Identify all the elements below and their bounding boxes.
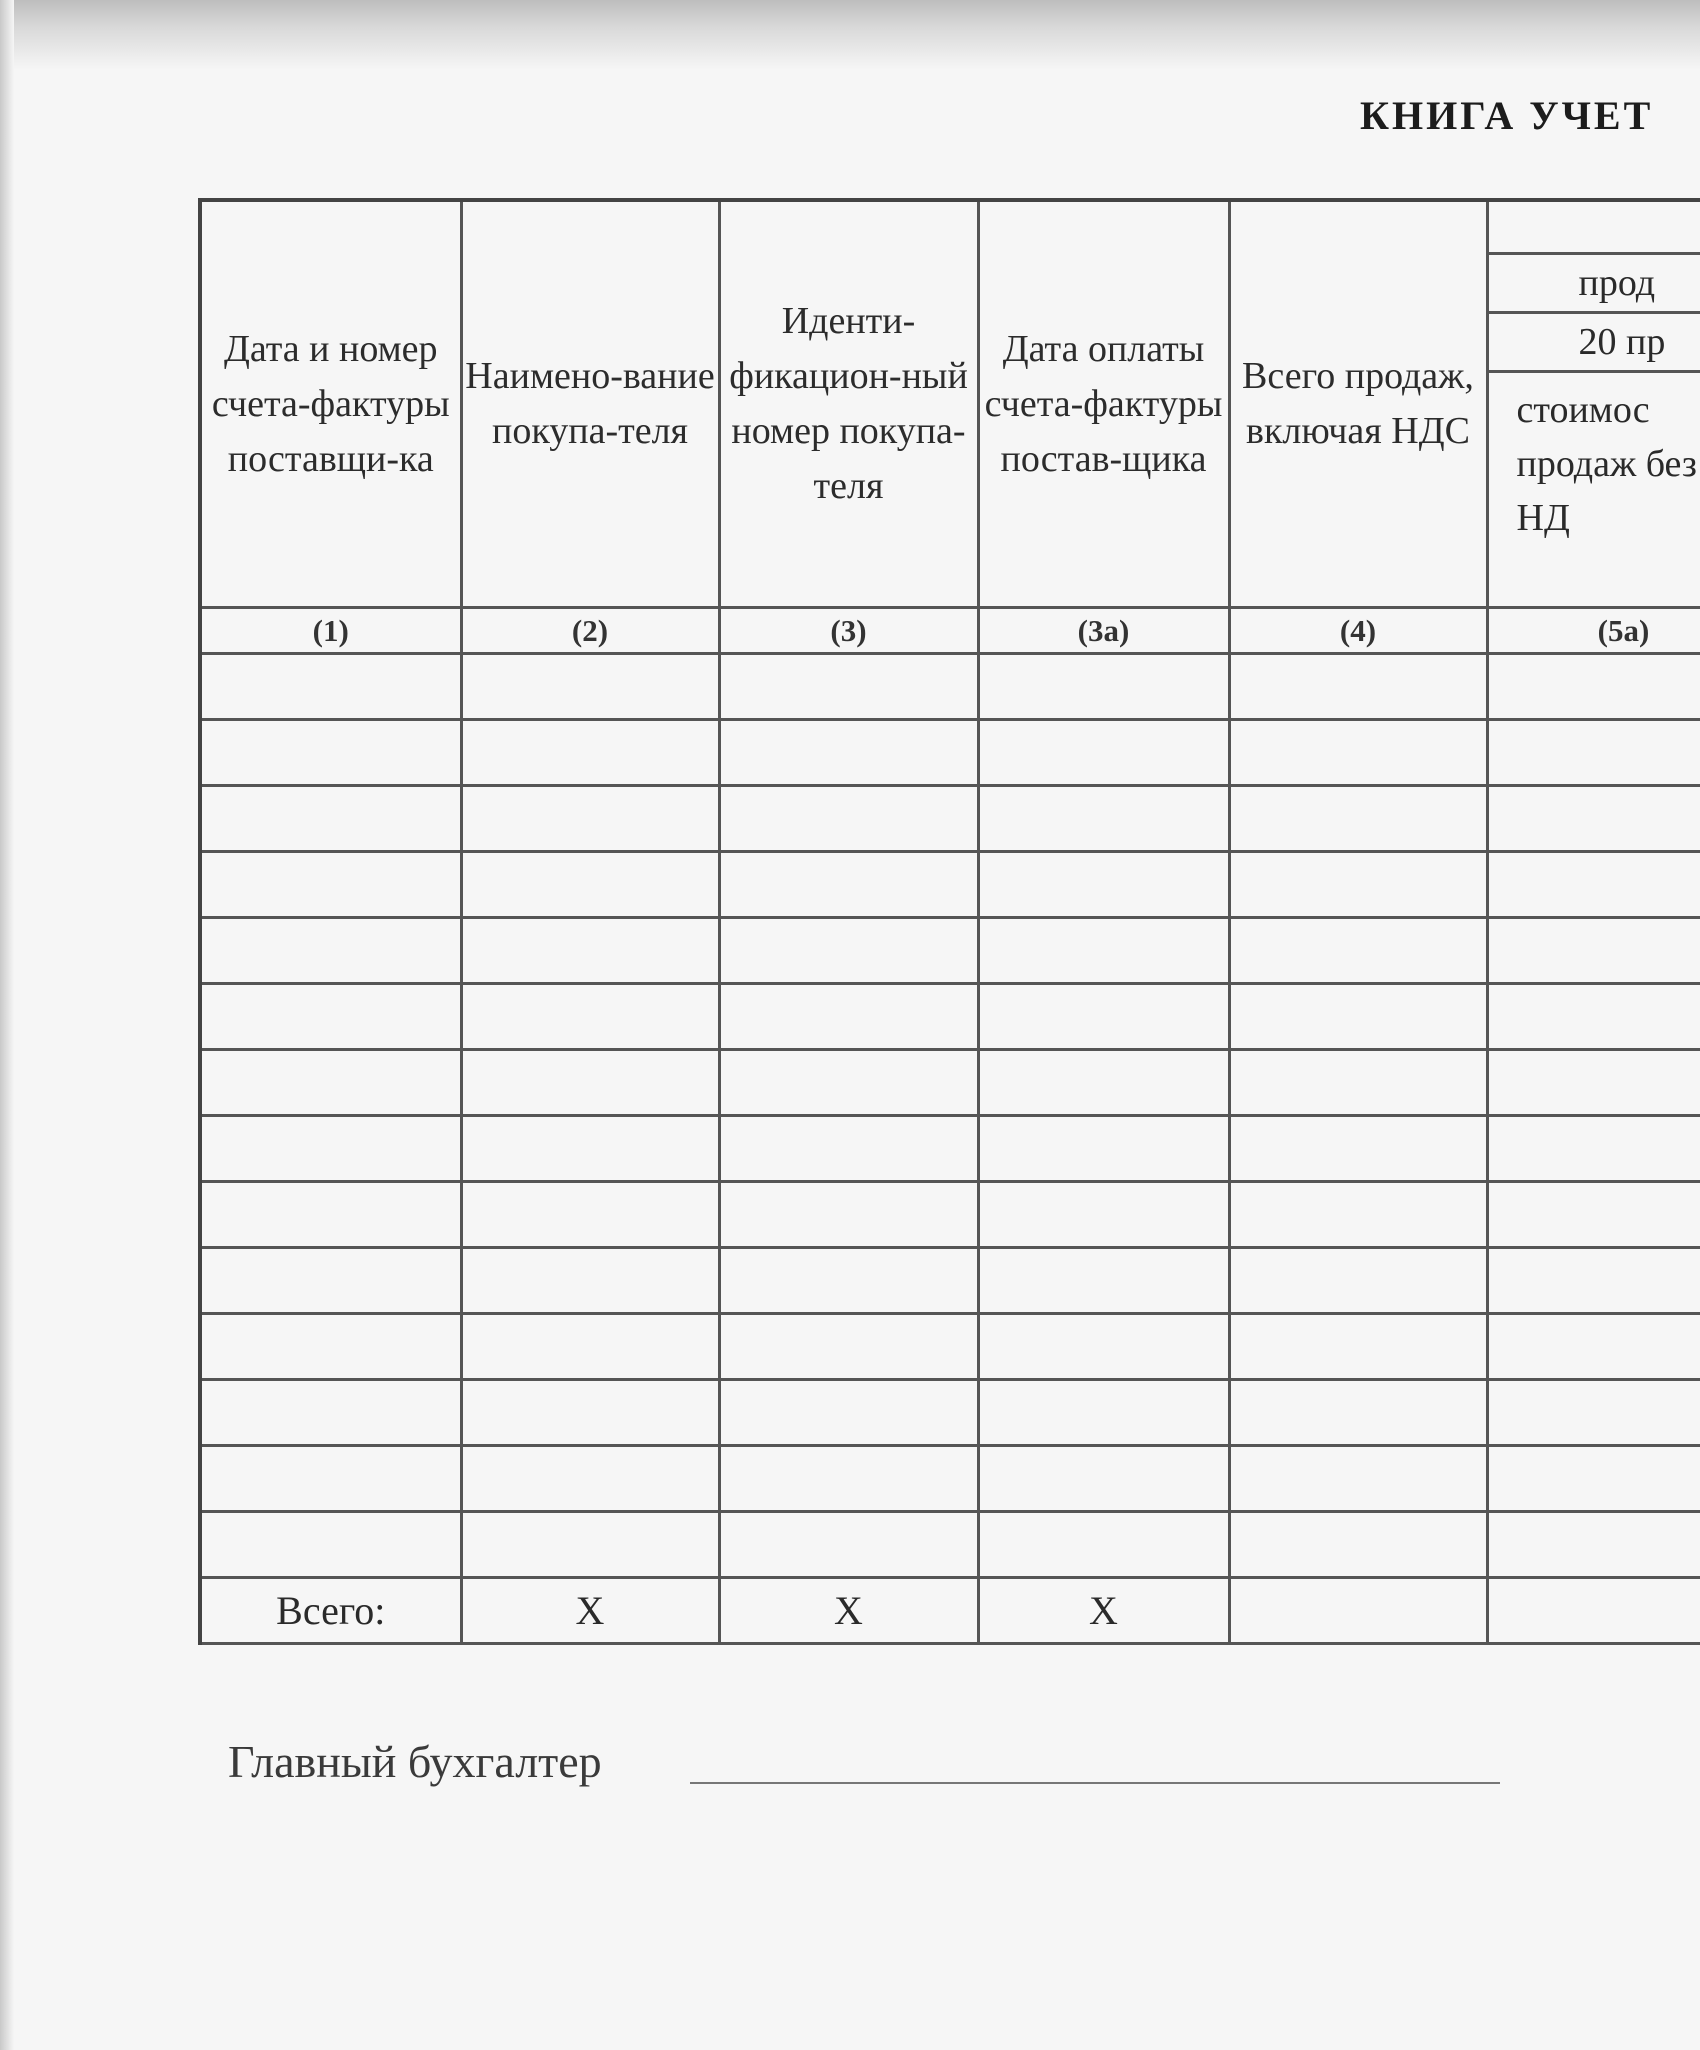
table-row	[200, 1248, 1700, 1314]
total-label: Всего:	[200, 1578, 461, 1644]
table-cell[interactable]	[461, 852, 719, 918]
table-cell[interactable]	[978, 654, 1229, 720]
total-cell	[1229, 1578, 1487, 1644]
table-cell[interactable]	[1487, 1248, 1700, 1314]
table-cell[interactable]	[1487, 852, 1700, 918]
table-cell[interactable]	[1487, 720, 1700, 786]
table-cell[interactable]	[200, 1050, 461, 1116]
table-cell[interactable]	[719, 918, 978, 984]
table-cell[interactable]	[719, 1314, 978, 1380]
table-cell[interactable]	[1229, 654, 1487, 720]
table-cell[interactable]	[978, 786, 1229, 852]
table-cell[interactable]	[200, 1182, 461, 1248]
table-cell[interactable]	[978, 852, 1229, 918]
table-row	[200, 786, 1700, 852]
table-cell[interactable]	[461, 1050, 719, 1116]
table-cell[interactable]	[461, 1446, 719, 1512]
table-cell[interactable]	[1229, 984, 1487, 1050]
table-cell[interactable]	[978, 1050, 1229, 1116]
table-cell[interactable]	[719, 1116, 978, 1182]
table-row	[200, 1182, 1700, 1248]
table-cell[interactable]	[719, 654, 978, 720]
table-cell[interactable]	[719, 1512, 978, 1578]
table-row	[200, 984, 1700, 1050]
column-number-row	[200, 608, 1700, 654]
table-cell[interactable]	[1487, 654, 1700, 720]
table-cell[interactable]	[1487, 1116, 1700, 1182]
table-cell[interactable]	[461, 786, 719, 852]
table-cell[interactable]	[719, 1182, 978, 1248]
table-cell[interactable]	[461, 1512, 719, 1578]
table-cell[interactable]	[200, 1314, 461, 1380]
table-cell[interactable]	[1229, 852, 1487, 918]
table-cell[interactable]	[719, 1446, 978, 1512]
table-cell[interactable]	[461, 1314, 719, 1380]
table-cell[interactable]	[1229, 1248, 1487, 1314]
table-cell[interactable]	[719, 720, 978, 786]
table-cell[interactable]	[200, 720, 461, 786]
table-cell[interactable]	[200, 984, 461, 1050]
group-header-sub: стоимос продаж без НД	[1516, 389, 1697, 539]
table-row	[200, 918, 1700, 984]
table-cell[interactable]	[719, 1050, 978, 1116]
table-cell[interactable]	[1229, 1314, 1487, 1380]
total-cell	[1487, 1578, 1700, 1644]
table-cell[interactable]	[461, 1380, 719, 1446]
column-number: (4)	[1229, 608, 1487, 654]
table-cell[interactable]	[461, 1182, 719, 1248]
table-cell[interactable]	[978, 1182, 1229, 1248]
table-cell[interactable]	[1487, 984, 1700, 1050]
table-cell[interactable]	[461, 654, 719, 720]
header-cell: Иденти-фикацион-ный номер покупа-теля	[719, 200, 978, 608]
column-number: (3а)	[978, 608, 1229, 654]
chief-accountant-label: Главный бухгалтер	[228, 1736, 602, 1787]
table-cell[interactable]	[978, 918, 1229, 984]
table-cell[interactable]	[978, 1512, 1229, 1578]
total-row	[200, 1578, 1700, 1644]
table-cell[interactable]	[461, 984, 719, 1050]
table-row	[200, 720, 1700, 786]
table-cell[interactable]	[978, 720, 1229, 786]
table-cell[interactable]	[1487, 1446, 1700, 1512]
table-cell[interactable]	[200, 1446, 461, 1512]
table-cell[interactable]	[1229, 1446, 1487, 1512]
table-cell[interactable]	[200, 786, 461, 852]
table-cell[interactable]	[200, 1116, 461, 1182]
table-cell[interactable]	[978, 1116, 1229, 1182]
table-cell[interactable]	[461, 1248, 719, 1314]
table-cell[interactable]	[1229, 1380, 1487, 1446]
table-cell[interactable]	[978, 1380, 1229, 1446]
table-row	[200, 1116, 1700, 1182]
table-cell[interactable]	[719, 1380, 978, 1446]
table-row	[200, 1050, 1700, 1116]
table-cell[interactable]	[978, 984, 1229, 1050]
table-cell[interactable]	[1487, 786, 1700, 852]
table-cell[interactable]	[200, 1248, 461, 1314]
table-cell[interactable]	[461, 918, 719, 984]
table-row	[200, 1380, 1700, 1446]
table-cell[interactable]	[1229, 1116, 1487, 1182]
table-cell[interactable]	[461, 720, 719, 786]
group-header-cell	[1487, 200, 1700, 608]
table-row	[200, 654, 1700, 720]
signature-line[interactable]	[690, 1782, 1500, 1784]
table-cell[interactable]	[719, 852, 978, 918]
header-row	[200, 200, 1700, 608]
total-cell: Х	[461, 1578, 719, 1644]
table-cell[interactable]	[1487, 1380, 1700, 1446]
ledger-table	[198, 198, 1700, 1645]
column-number: (1)	[200, 608, 461, 654]
table-cell[interactable]	[1487, 1182, 1700, 1248]
table-row	[200, 852, 1700, 918]
table-cell[interactable]	[1229, 918, 1487, 984]
table-cell[interactable]	[200, 918, 461, 984]
table-cell[interactable]	[1229, 1050, 1487, 1116]
table-row	[200, 1446, 1700, 1512]
ledger-sheet	[198, 198, 1700, 1668]
page-left-shadow	[0, 0, 14, 2050]
column-number: (5а)	[1487, 608, 1700, 654]
column-number: (2)	[461, 608, 719, 654]
page-top-shadow	[0, 0, 1700, 70]
table-cell[interactable]	[978, 1314, 1229, 1380]
table-cell[interactable]	[1229, 1512, 1487, 1578]
header-cell: Дата оплаты счета-фактуры постав-щика	[978, 200, 1229, 608]
table-cell[interactable]	[200, 654, 461, 720]
column-number: (3)	[719, 608, 978, 654]
total-cell: Х	[978, 1578, 1229, 1644]
table-cell[interactable]	[1487, 918, 1700, 984]
table-cell[interactable]	[1487, 1050, 1700, 1116]
table-cell[interactable]	[461, 1116, 719, 1182]
group-header-blank	[1489, 202, 1700, 255]
table-cell[interactable]	[719, 786, 978, 852]
table-cell[interactable]	[200, 852, 461, 918]
table-cell[interactable]	[719, 984, 978, 1050]
header-cell: Дата и номер счета-фактуры поставщи-ка	[200, 200, 461, 608]
table-cell[interactable]	[978, 1446, 1229, 1512]
table-row	[200, 1512, 1700, 1578]
table-cell[interactable]	[978, 1248, 1229, 1314]
page-title: КНИГА УЧЕТ	[1360, 93, 1654, 138]
header-cell: Наимено-вание покупа-теля	[461, 200, 719, 608]
table-cell[interactable]	[1487, 1314, 1700, 1380]
table-cell[interactable]	[1229, 720, 1487, 786]
table-cell[interactable]	[1487, 1512, 1700, 1578]
table-cell[interactable]	[1229, 1182, 1487, 1248]
table-row	[200, 1314, 1700, 1380]
total-cell: Х	[719, 1578, 978, 1644]
group-header-rate: 20 пр	[1489, 314, 1700, 373]
table-cell[interactable]	[200, 1512, 461, 1578]
table-cell[interactable]	[719, 1248, 978, 1314]
table-cell[interactable]	[200, 1380, 461, 1446]
header-cell: Всего продаж, включая НДС	[1229, 200, 1487, 608]
table-cell[interactable]	[1229, 786, 1487, 852]
group-header-label: прод	[1489, 255, 1700, 314]
